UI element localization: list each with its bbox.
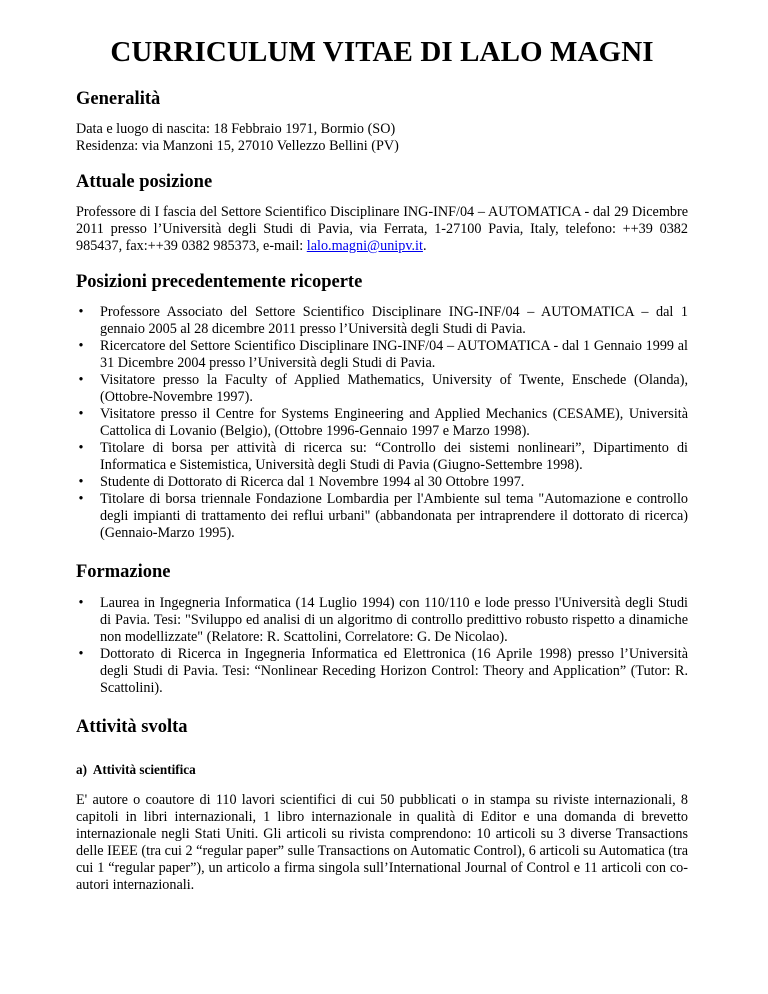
list-item-text: Studente di Dottorato di Ricerca dal 1 Novembre 1994 al 30 Ottobre 1997. — [100, 474, 525, 490]
list-item — [78, 372, 688, 406]
section-generalita — [76, 89, 688, 155]
bullet-icon: • — [78, 646, 84, 662]
previous-positions-list — [76, 304, 688, 542]
subheading-attivita-scientifica: a) Attività scientifica — [76, 762, 196, 777]
education-list — [76, 595, 688, 697]
heading-attuale-posizione: Attuale posizione — [76, 172, 213, 192]
birth-info: Data e luogo di nascita: 18 Febbraio 1971, Bormio (SO) — [76, 121, 396, 137]
list-item — [78, 304, 688, 338]
section-attivita-svolta — [76, 717, 688, 894]
bullet-icon: • — [78, 338, 84, 354]
residence-info: Residenza: via Manzoni 15, 27010 Vellezzo Bellini (PV) — [76, 138, 399, 154]
current-position-text — [76, 204, 688, 255]
bullet-icon: • — [78, 474, 84, 490]
list-item — [78, 491, 688, 542]
bullet-icon: • — [78, 406, 84, 422]
current-position-details: Professore di I fascia del Settore Scientifico Disciplinare ING-INF/04 – AUTOMATICA - dal 29 Dicembre 2011 presso l’Università degli Studi di Pavia, via Ferrata, 1-27100 Pavia, Italy, telefono: ++39 0382 985437, fax:++39 0382 985373, e-mail: — [76, 204, 688, 254]
list-item — [78, 440, 688, 474]
list-item — [78, 474, 688, 491]
list-item — [78, 406, 688, 440]
scientific-activity-text: E' autore o coautore di 110 lavori scientifici di cui 50 pubblicati o in stampa su riviste internazionali, 8 capitoli in libri internazionali, 1 libro internazionale in qualità di Editor e una domanda di brevetto internazionale negli Stati Uniti. Gli articoli su rivista comprendono: 10 articoli su 3 diverse Transactions delle IEEE (tra cui 2 “regular paper” sulle Transactions on Automatic Control), 6 articoli su Automatica (tra cui 1 “regular paper”), un articolo a firma singola sull’International Journal of Control e 11 articoli con co-autori internazionali. — [76, 792, 688, 893]
bullet-icon: • — [78, 304, 84, 320]
email-link[interactable]: lalo.magni@unipv.it — [306, 238, 423, 254]
section-attuale-posizione — [76, 172, 688, 255]
list-item-text: Laurea in Ingegneria Informatica (14 Luglio 1994) con 110/110 e lode presso l'Università degli Studi di Pavia. Tesi: "Sviluppo ed analisi di un algoritmo di controllo predittivo robusto rispetto a dinamiche non modellizzate" (Relatore: R. Scattolini, Correlatore: G. De Nicolao). — [100, 595, 688, 645]
list-item — [78, 595, 688, 646]
bullet-icon: • — [78, 595, 84, 611]
list-item-text: Visitatore presso il Centre for Systems Engineering and Applied Mechanics (CESAME), Università Cattolica di Lovanio (Belgio), (Ottobre 1996-Gennaio 1997 e Marzo 1998). — [100, 406, 688, 439]
sentence-end: . — [422, 238, 427, 254]
list-item-text: Ricercatore del Settore Scientifico Disciplinare ING-INF/04 – AUTOMATICA - dal 1 Gennaio 1999 al 31 Dicembre 2004 presso l’Università degli Studi di Pavia. — [100, 338, 688, 371]
list-item-text: Visitatore presso la Faculty of Applied Mathematics, University of Twente, Enschede (Olanda), (Ottobre-Novembre 1997). — [100, 372, 688, 405]
list-item-text: Titolare di borsa triennale Fondazione Lombardia per l'Ambiente sul tema "Automazione e controllo degli impianti di trattamento dei reflui urbani" (abbandonata per intraprendere il dottorato di ricerca) (Gennaio-Marzo 1995). — [100, 491, 688, 541]
list-item-text: Professore Associato del Settore Scientifico Disciplinare ING-INF/04 – AUTOMATICA – dal 1 gennaio 2005 al 28 dicembre 2011 presso l’Università degli Studi di Pavia. — [100, 304, 688, 337]
generalita-body — [76, 121, 688, 155]
list-item-text: Titolare di borsa per attività di ricerca su: “Controllo dei sistemi nonlineari”, Dipartimento di Informatica e Sistemistica, Università degli Studi di Pavia (Giugno-Settembre 1998). — [100, 440, 688, 473]
list-item-text: Dottorato di Ricerca in Ingegneria Informatica ed Elettronica (16 Aprile 1998) presso l’Università degli Studi di Pavia. Tesi: “Nonlinear Receding Horizon Control: Theory and Application” (Tutor: R. Scattolini). — [100, 646, 688, 696]
heading-posizioni-precedenti: Posizioni precedentemente ricoperte — [76, 272, 363, 292]
bullet-icon: • — [78, 440, 84, 456]
bullet-icon: • — [78, 372, 84, 388]
list-item — [78, 338, 688, 372]
heading-attivita-svolta: Attività svolta — [76, 717, 188, 737]
section-formazione — [76, 562, 688, 697]
heading-generalita: Generalità — [76, 89, 161, 109]
list-item — [78, 646, 688, 697]
section-posizioni-precedenti — [76, 272, 688, 542]
heading-formazione: Formazione — [76, 562, 171, 582]
bullet-icon: • — [78, 491, 84, 507]
document-title: CURRICULUM VITAE DI LALO MAGNI — [110, 36, 654, 68]
